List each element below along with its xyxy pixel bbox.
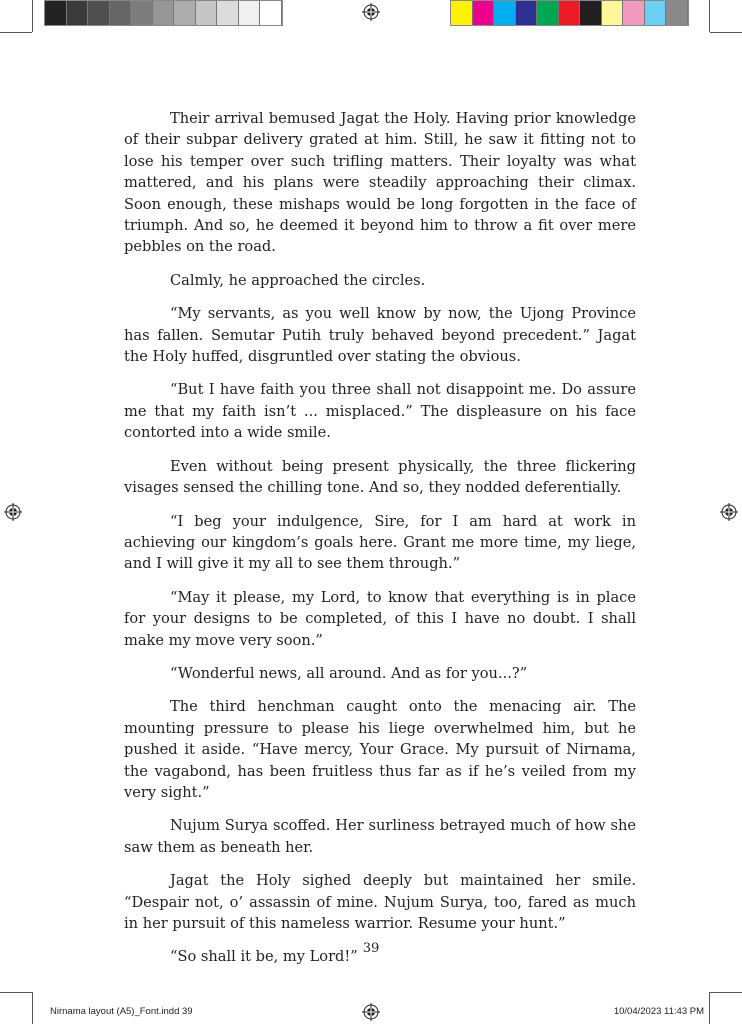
color-swatch [196, 1, 218, 25]
slug-file-name: Nirnama layout (A5)_Font.indd 39 [50, 1006, 193, 1017]
color-swatch [153, 1, 175, 25]
paragraph: Calmly, he approached the circles. [170, 271, 426, 289]
color-swatch [623, 1, 645, 25]
paragraph: “But I have faith you three shall not disappoint me. Do assure me that my faith isn’t ... misplaced.” The displeasure on his face contorted into a wide smile. [124, 381, 636, 442]
paragraph: Jagat the Holy sighed deeply but maintained her smile. “Despair not, o’ assassin of mine. Nujum Surya, too, fared as much in her pursuit of this nameless warrior. Resume your hunt.” [124, 872, 636, 932]
paragraph: “My servants, as you well know by now, the Ujong Province has fallen. Semutar Putih truly behaved beyond precedent.” Jagat the Holy huffed, disgruntled over stating the obvious. [124, 305, 636, 366]
body-text [124, 108, 636, 980]
paragraph: “May it please, my Lord, to know that everything is in place for your designs to be completed, of this I have no doubt. I shall make my move very soon.” [124, 588, 636, 649]
color-swatch [451, 1, 473, 25]
slug-date: 10/04/2023 11:43 PM [613, 1006, 704, 1017]
color-swatch [131, 1, 153, 25]
paragraph: The third henchman caught onto the menacing air. The mounting pressure to please his liege overwhelmed him, but he pushed it aside. “Have mercy, Your Grace. My pursuit of Nirnama, the vagabond, has been fruitless thus far as if he’s veiled from my very sight.” [124, 698, 636, 801]
crop-mark [709, 0, 710, 32]
color-swatch [666, 1, 688, 25]
color-swatch [174, 1, 196, 25]
color-swatch [645, 1, 667, 25]
paragraph: “So shall it be, my Lord!” [170, 948, 358, 966]
color-swatch [217, 1, 239, 25]
registration-mark-icon [362, 3, 380, 21]
process-color-bar [450, 0, 689, 26]
color-swatch [110, 1, 132, 25]
color-swatch [602, 1, 624, 25]
color-swatch [260, 1, 282, 25]
color-swatch [516, 1, 538, 25]
crop-mark [709, 992, 710, 1024]
color-swatch [559, 1, 581, 25]
crop-mark [710, 992, 742, 993]
crop-mark [32, 0, 33, 32]
registration-mark-icon [4, 503, 22, 521]
crop-mark [0, 32, 32, 33]
color-swatch [67, 1, 89, 25]
crop-mark [710, 32, 742, 33]
paragraph: Nujum Surya scoffed. Her surliness betrayed much of how she saw them as beneath her. [124, 817, 636, 856]
color-swatch [537, 1, 559, 25]
color-swatch [494, 1, 516, 25]
grayscale-color-bar [44, 0, 283, 26]
registration-mark-icon [362, 1003, 380, 1021]
color-swatch [580, 1, 602, 25]
crop-mark [32, 992, 33, 1024]
crop-mark [0, 992, 32, 993]
page-number: 39 [362, 941, 380, 956]
paragraph: “I beg your indulgence, Sire, for I am hard at work in achieving our kingdom’s goals here. Grant me more time, my liege, and I will give it my all to see them through.” [124, 512, 636, 573]
paragraph: Even without being present physically, the three flickering visages sensed the chilling tone. And so, they nodded deferentially. [124, 457, 636, 497]
color-swatch [45, 1, 67, 25]
paragraph: Their arrival bemused Jagat the Holy. Having prior knowledge of their subpar delivery grated at him. Still, he saw it fitting not to lose his temper over such trifling matters. Their loyalty was what mattered, and his plans were steadily approaching their climax. Soon enough, these mishaps would be long forgotten in the face of triumph. And so, he deemed it beyond him to throw a fit over mere pebbles on the road. [124, 110, 636, 256]
paragraph: “Wonderful news, all around. And as for you...?” [170, 664, 528, 682]
color-swatch [88, 1, 110, 25]
registration-mark-icon [720, 503, 738, 521]
color-swatch [473, 1, 495, 25]
color-swatch [239, 1, 261, 25]
